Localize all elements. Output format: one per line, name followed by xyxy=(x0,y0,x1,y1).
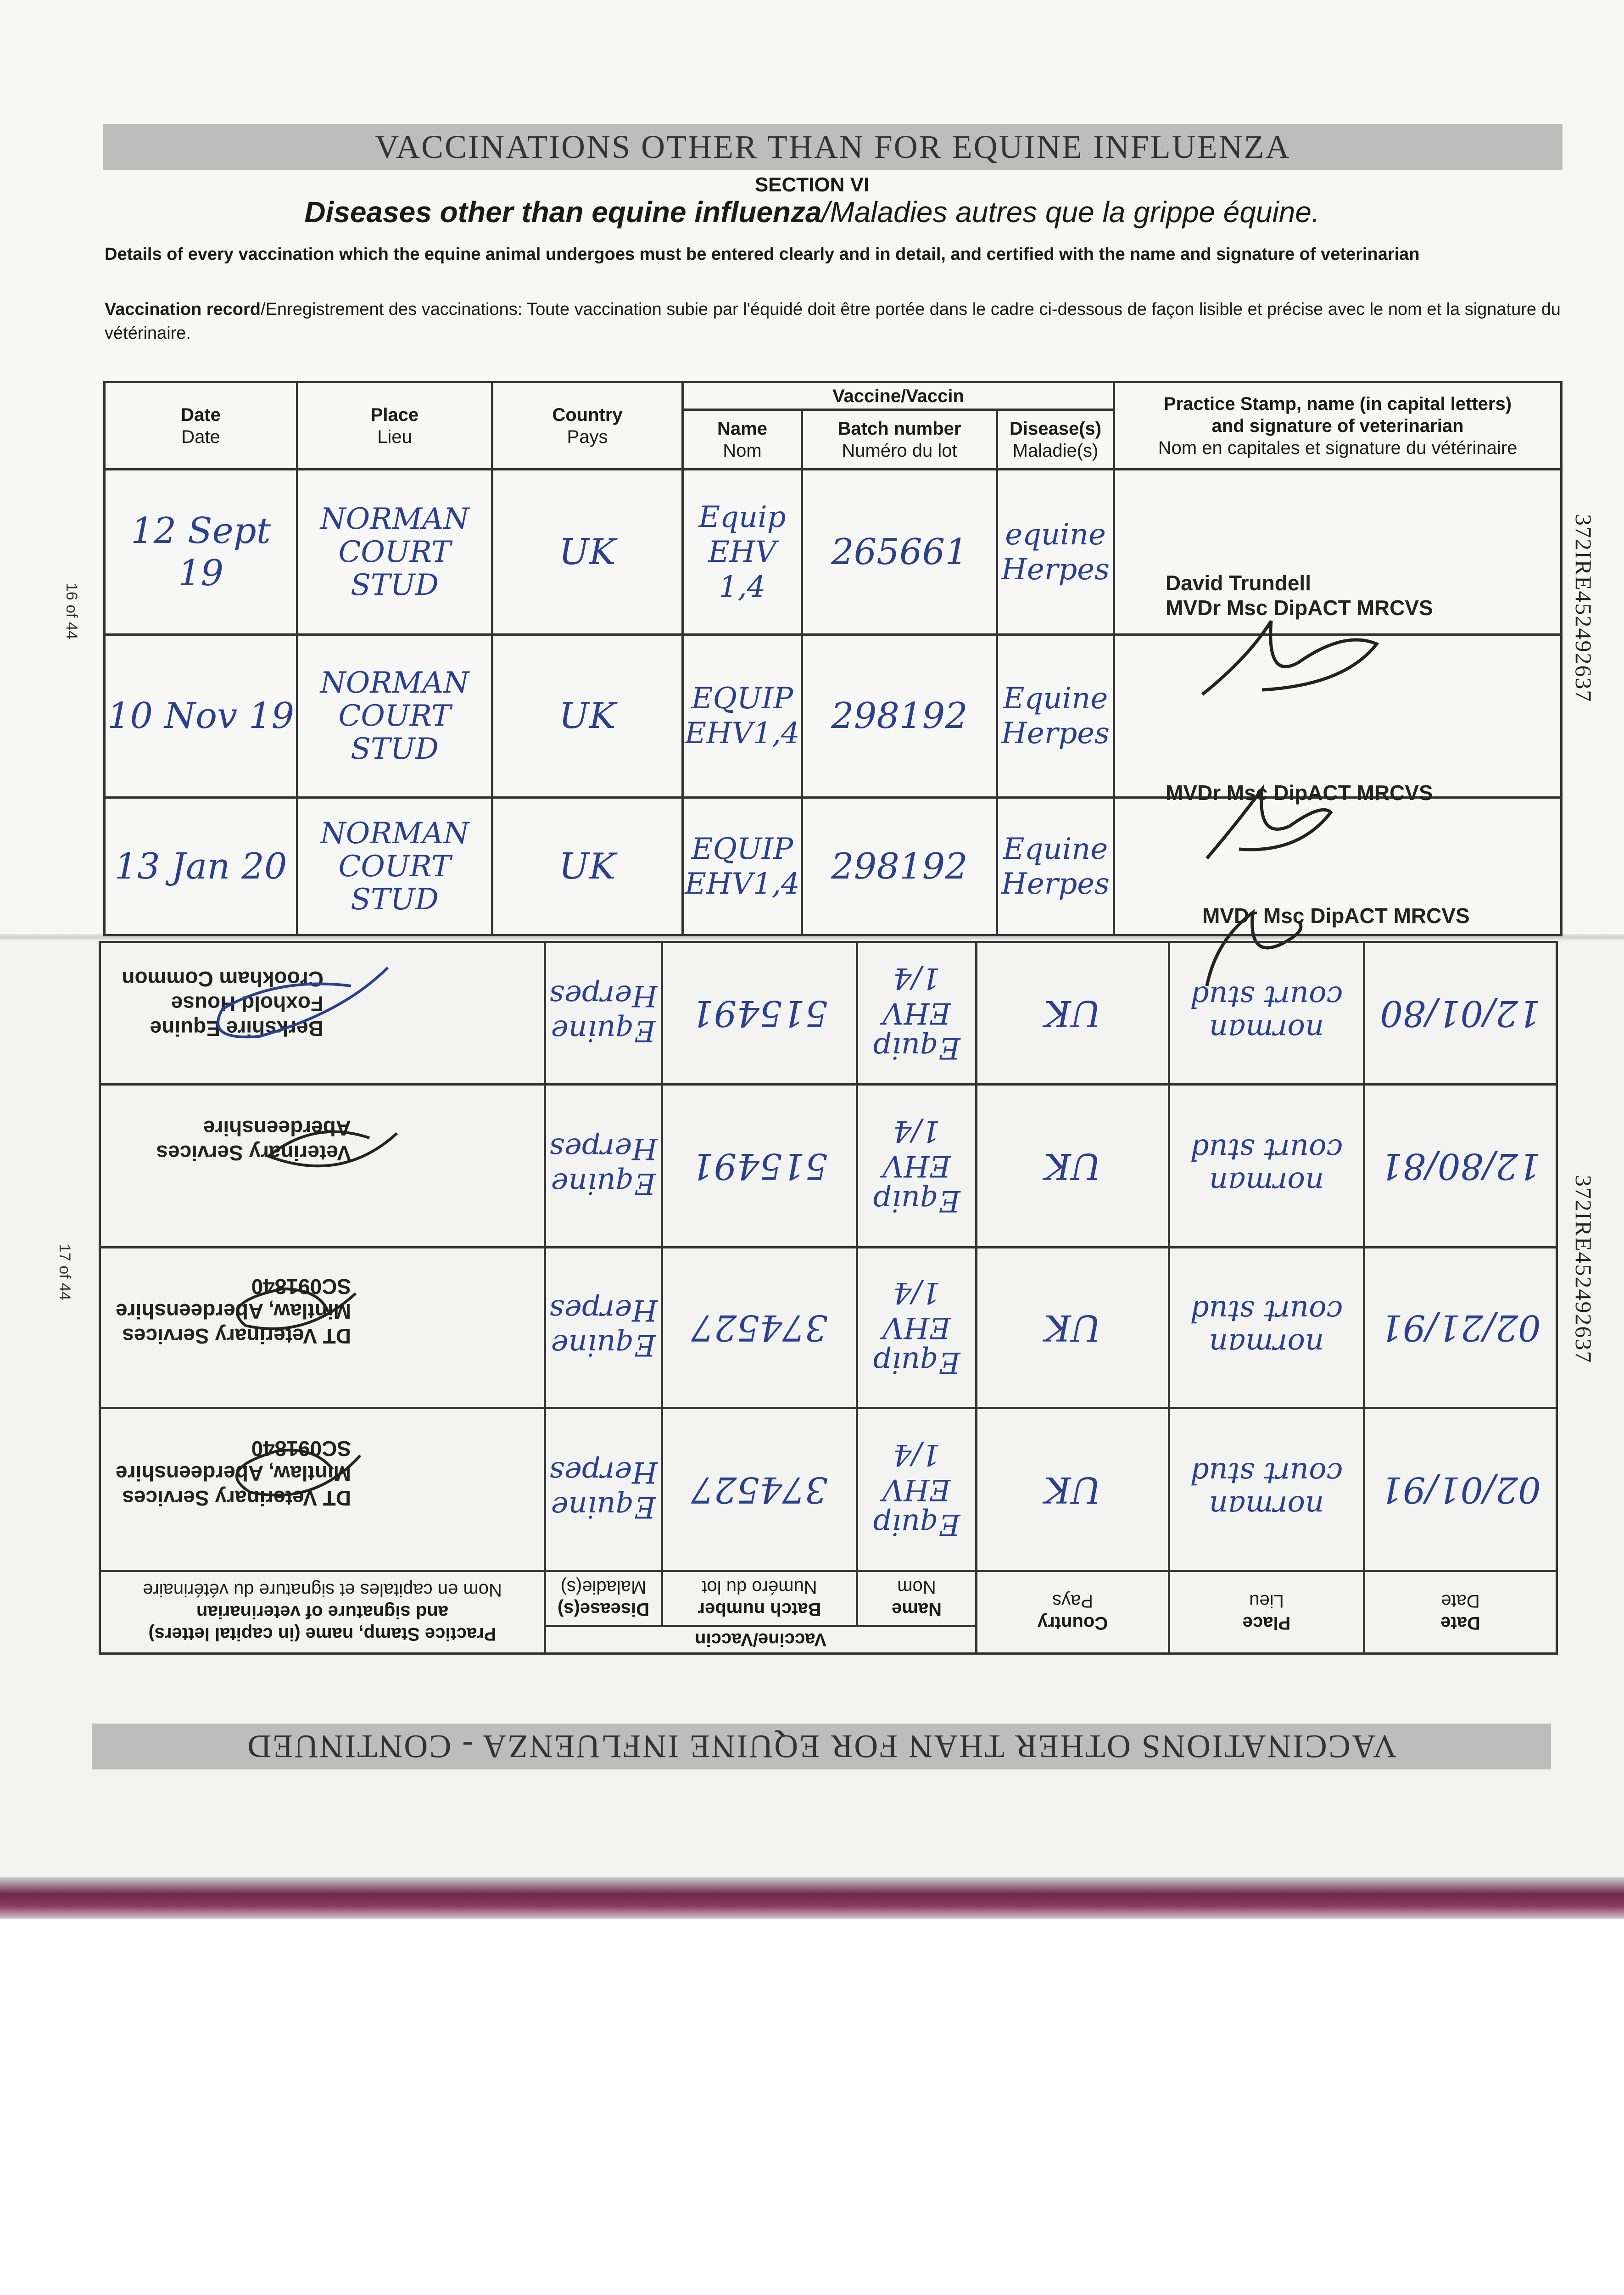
stamp-line: Mintlaw, Aberdeenshire xyxy=(116,1461,351,1485)
banner-text: VACCINATIONS OTHER THAN FOR EQUINE INFLUENZA - CONTINUED xyxy=(246,1728,1397,1765)
title-french: /Maladies autres que la grippe équine. xyxy=(821,196,1320,229)
cell-place: NORMAN COURT STUD xyxy=(297,470,492,635)
cell-stamp xyxy=(100,1085,545,1248)
cell-place: norman court stud xyxy=(1169,1248,1364,1408)
cell-country: UK xyxy=(492,470,683,635)
header-place: Place Lieu xyxy=(297,382,492,470)
cell-vaccine-name: Equip EHV 1/4 xyxy=(857,1085,977,1248)
table-row xyxy=(100,1408,1557,1571)
cell-date: 12/01/80 xyxy=(1364,942,1557,1085)
stamp-line: SC091840 xyxy=(251,1275,351,1299)
instructions-english: Details of every vaccination which the equine animal undergoes must be entered clearly and in detail, and certified with the name and signature of veterinarian xyxy=(105,245,1420,264)
vaccination-table-bottom xyxy=(99,941,1558,1655)
cell-date: 10 Nov 19 xyxy=(105,635,297,798)
cell-date: 02/21/91 xyxy=(1364,1248,1557,1408)
stamp-line: Mintlaw, Aberdeenshire xyxy=(116,1299,351,1324)
cell-disease: Equine Herpes xyxy=(545,1248,662,1408)
cell-country: UK xyxy=(492,635,683,798)
table-row xyxy=(100,1248,1557,1408)
vet-signature xyxy=(186,1433,369,1524)
cell-date: 02/01/91 xyxy=(1364,1408,1557,1571)
stamp-line: SC091840 xyxy=(251,1437,351,1461)
cell-vaccine-name: Equip EHV 1/4 xyxy=(857,942,977,1085)
header-name: Name Nom xyxy=(683,410,802,470)
cell-vaccine-name: Equip EHV 1/4 xyxy=(857,1248,977,1408)
vet-signature xyxy=(177,954,397,1055)
cell-disease: equine Herpes xyxy=(997,470,1114,635)
vaccination-table-top xyxy=(103,381,1563,936)
header-disease: Disease(s) Maladie(s) xyxy=(997,410,1114,470)
cell-date: 12 Sept 19 xyxy=(105,470,297,635)
book-binding xyxy=(0,1877,1624,1919)
header-vaccine: Vaccine/Vaccin xyxy=(683,382,1114,410)
cell-country: UK xyxy=(977,1248,1169,1408)
section-title xyxy=(0,195,1624,229)
vet-signature xyxy=(186,1271,369,1363)
cell-batch: 298192 xyxy=(802,635,997,798)
cell-batch: 374527 xyxy=(662,1248,857,1408)
cell-batch: 298192 xyxy=(802,798,997,935)
cell-vaccine-name: Equip EHV 1,4 xyxy=(683,470,802,635)
stamp-line: Berkshire Equine xyxy=(150,1017,324,1041)
cell-disease: Equine Herpes xyxy=(997,798,1114,935)
cell-place: NORMAN COURT STUD xyxy=(297,798,492,935)
cell-stamp xyxy=(100,1408,545,1571)
header-name: Name Nom xyxy=(857,1571,977,1626)
cell-stamp xyxy=(100,942,545,1085)
instructions-french xyxy=(105,297,1564,345)
header-disease: Disease(s) Maladie(s) xyxy=(545,1571,662,1626)
cell-batch: 515491 xyxy=(662,1085,857,1248)
vet-name: David Trundell MVDr Msc DipACT MRCVS xyxy=(1166,571,1433,620)
cell-stamp xyxy=(100,1248,545,1408)
continued-banner xyxy=(92,1724,1551,1769)
table-row xyxy=(100,1085,1557,1248)
cell-vaccine-name: EQUIP EHV1,4 xyxy=(683,798,802,935)
cell-place: norman court stud xyxy=(1169,1408,1364,1571)
table-row xyxy=(100,942,1557,1085)
table-row xyxy=(105,470,1562,635)
header-stamp: Practice Stamp, name (in capital letters) and signature of veterinarian Nom en capitales et signature du vétérinaire xyxy=(1114,382,1562,470)
cell-country: UK xyxy=(977,1408,1169,1571)
section-banner xyxy=(103,124,1563,170)
cell-vet xyxy=(1114,470,1562,635)
cell-batch: 374527 xyxy=(662,1408,857,1571)
cell-place: norman court stud xyxy=(1169,942,1364,1085)
cell-vaccine-name: Equip EHV 1/4 xyxy=(857,1408,977,1571)
cell-place: NORMAN COURT STUD xyxy=(297,635,492,798)
cell-batch: 515491 xyxy=(662,942,857,1085)
cell-country: UK xyxy=(977,942,1169,1085)
cell-country: UK xyxy=(977,1085,1169,1248)
vet-signature xyxy=(1193,603,1423,713)
passport-id-top: 372IRE452492637 xyxy=(1571,514,1596,703)
cell-vaccine-name: EQUIP EHV1,4 xyxy=(683,635,802,798)
header-country: Country Pays xyxy=(977,1571,1169,1654)
stamp-line: Foxhold House xyxy=(171,992,324,1016)
stamp-line: Aberdeenshire xyxy=(203,1116,351,1140)
header-country: Country Pays xyxy=(492,382,683,470)
record-label: Vaccination record xyxy=(105,300,261,319)
cell-country: UK xyxy=(492,798,683,935)
cell-batch: 265661 xyxy=(802,470,997,635)
header-place: Place Lieu xyxy=(1169,1571,1364,1654)
page-number-top: 16 of 44 xyxy=(63,583,80,639)
cell-disease: Equine Herpes xyxy=(545,1408,662,1571)
vet-signature xyxy=(223,1106,406,1198)
header-date: Date Date xyxy=(105,382,297,470)
vet-name: MVDr Msc DipACT MRCVS xyxy=(1202,903,1470,928)
cell-disease: Equine Herpes xyxy=(545,942,662,1085)
header-batch: Batch number Numéro du lot xyxy=(802,410,997,470)
header-vaccine: Vaccine/Vaccin xyxy=(545,1626,977,1654)
header-batch: Batch number Numéro du lot xyxy=(662,1571,857,1626)
header-date: Date Date xyxy=(1364,1571,1557,1654)
cell-date: 12/80/81 xyxy=(1364,1085,1557,1248)
cell-place: norman court stud xyxy=(1169,1085,1364,1248)
scan-margin xyxy=(0,1919,1624,2295)
section-label: SECTION VI xyxy=(754,174,870,196)
passport-id-bottom: 372IRE452492637 xyxy=(1571,1175,1596,1364)
stamp-line: DT Veterinary Services xyxy=(122,1324,351,1349)
vet-signature xyxy=(1193,771,1377,872)
stamp-line: Crookham Common xyxy=(122,967,324,991)
vet-name: MVDr Msc DipACT MRCVS xyxy=(1166,781,1433,805)
cell-date: 13 Jan 20 xyxy=(105,798,297,935)
title-english: Diseases other than equine influenza xyxy=(304,196,822,229)
header-stamp: Practice Stamp, name (in capital letters) and signature of veterinarian Nom en capitales et signature du vétérinaire xyxy=(100,1571,545,1654)
page-number-bottom: 17 of 44 xyxy=(56,1244,73,1300)
stamp-line: Veterinary Services xyxy=(156,1141,351,1165)
cell-disease: Equine Herpes xyxy=(545,1085,662,1248)
stamp-line: DT Veterinary Services xyxy=(122,1486,351,1510)
banner-text: VACCINATIONS OTHER THAN FOR EQUINE INFLUENZA xyxy=(375,128,1291,165)
record-text: /Enregistrement des vaccinations: Toute vaccination subie par l'équidé doit être portée dans le cadre ci-dessous de façon lisible et précise avec le nom et la signature du vétérinaire. xyxy=(105,300,1561,343)
cell-disease: Equine Herpes xyxy=(997,635,1114,798)
